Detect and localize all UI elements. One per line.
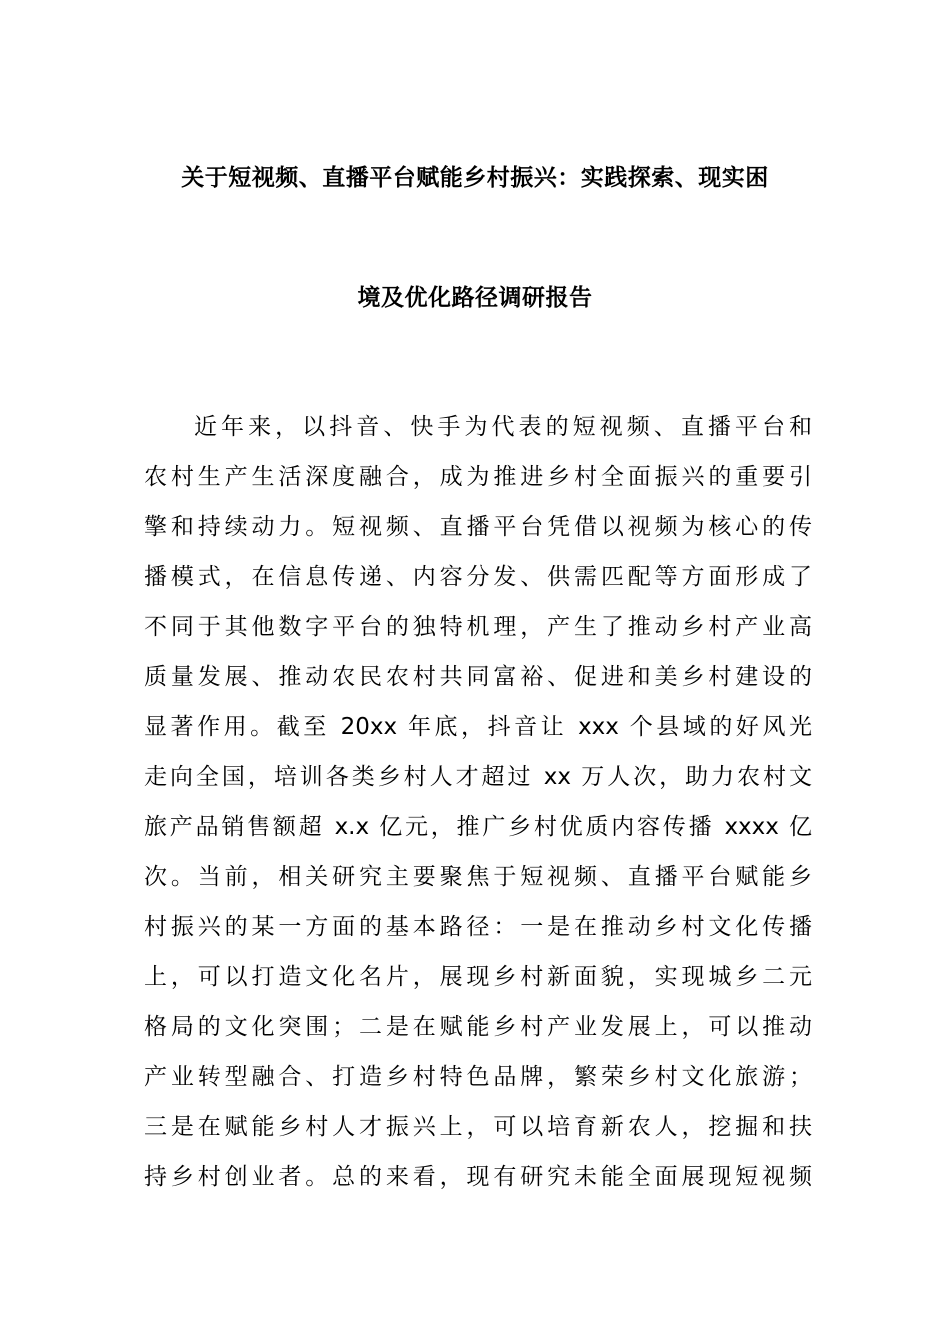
document-title-line-1: 关于短视频、直播平台赋能乡村振兴：实践探索、现实困 xyxy=(181,165,769,191)
body-paragraph xyxy=(144,402,812,1202)
body-line: 近年来，以抖音、快手为代表的短视频、直播平台和 xyxy=(194,414,812,440)
body-line: 旅产品销售额超 x.x 亿元，推广乡村优质内容传播 xxxx 亿 xyxy=(144,814,812,840)
body-line: 农村生产生活深度融合，成为推进乡村全面振兴的重要引 xyxy=(144,464,812,490)
body-line: 不同于其他数字平台的独特机理，产生了推动乡村产业高 xyxy=(144,614,812,640)
body-line: 格局的文化突围；二是在赋能乡村产业发展上，可以推动 xyxy=(144,1014,812,1040)
body-line: 产业转型融合、打造乡村特色品牌，繁荣乡村文化旅游； xyxy=(144,1064,812,1090)
body-line: 持乡村创业者。总的来看，现有研究未能全面展现短视频 xyxy=(144,1164,812,1190)
body-line: 显著作用。截至 20xx 年底，抖音让 xxx 个县域的好风光 xyxy=(144,714,812,740)
body-line: 擎和持续动力。短视频、直播平台凭借以视频为核心的传 xyxy=(144,514,812,540)
body-line: 上，可以打造文化名片，展现乡村新面貌，实现城乡二元 xyxy=(144,964,812,990)
body-line: 三是在赋能乡村人才振兴上，可以培育新农人，挖掘和扶 xyxy=(144,1114,812,1140)
body-line: 走向全国，培训各类乡村人才超过 xx 万人次，助力农村文 xyxy=(144,764,812,790)
body-line: 质量发展、推动农民农村共同富裕、促进和美乡村建设的 xyxy=(144,664,812,690)
body-line: 播模式，在信息传递、内容分发、供需匹配等方面形成了 xyxy=(144,564,812,590)
body-line: 次。当前，相关研究主要聚焦于短视频、直播平台赋能乡 xyxy=(144,864,812,890)
document-title-line-2: 境及优化路径调研报告 xyxy=(357,285,593,311)
body-line: 村振兴的某一方面的基本路径：一是在推动乡村文化传播 xyxy=(144,914,812,940)
